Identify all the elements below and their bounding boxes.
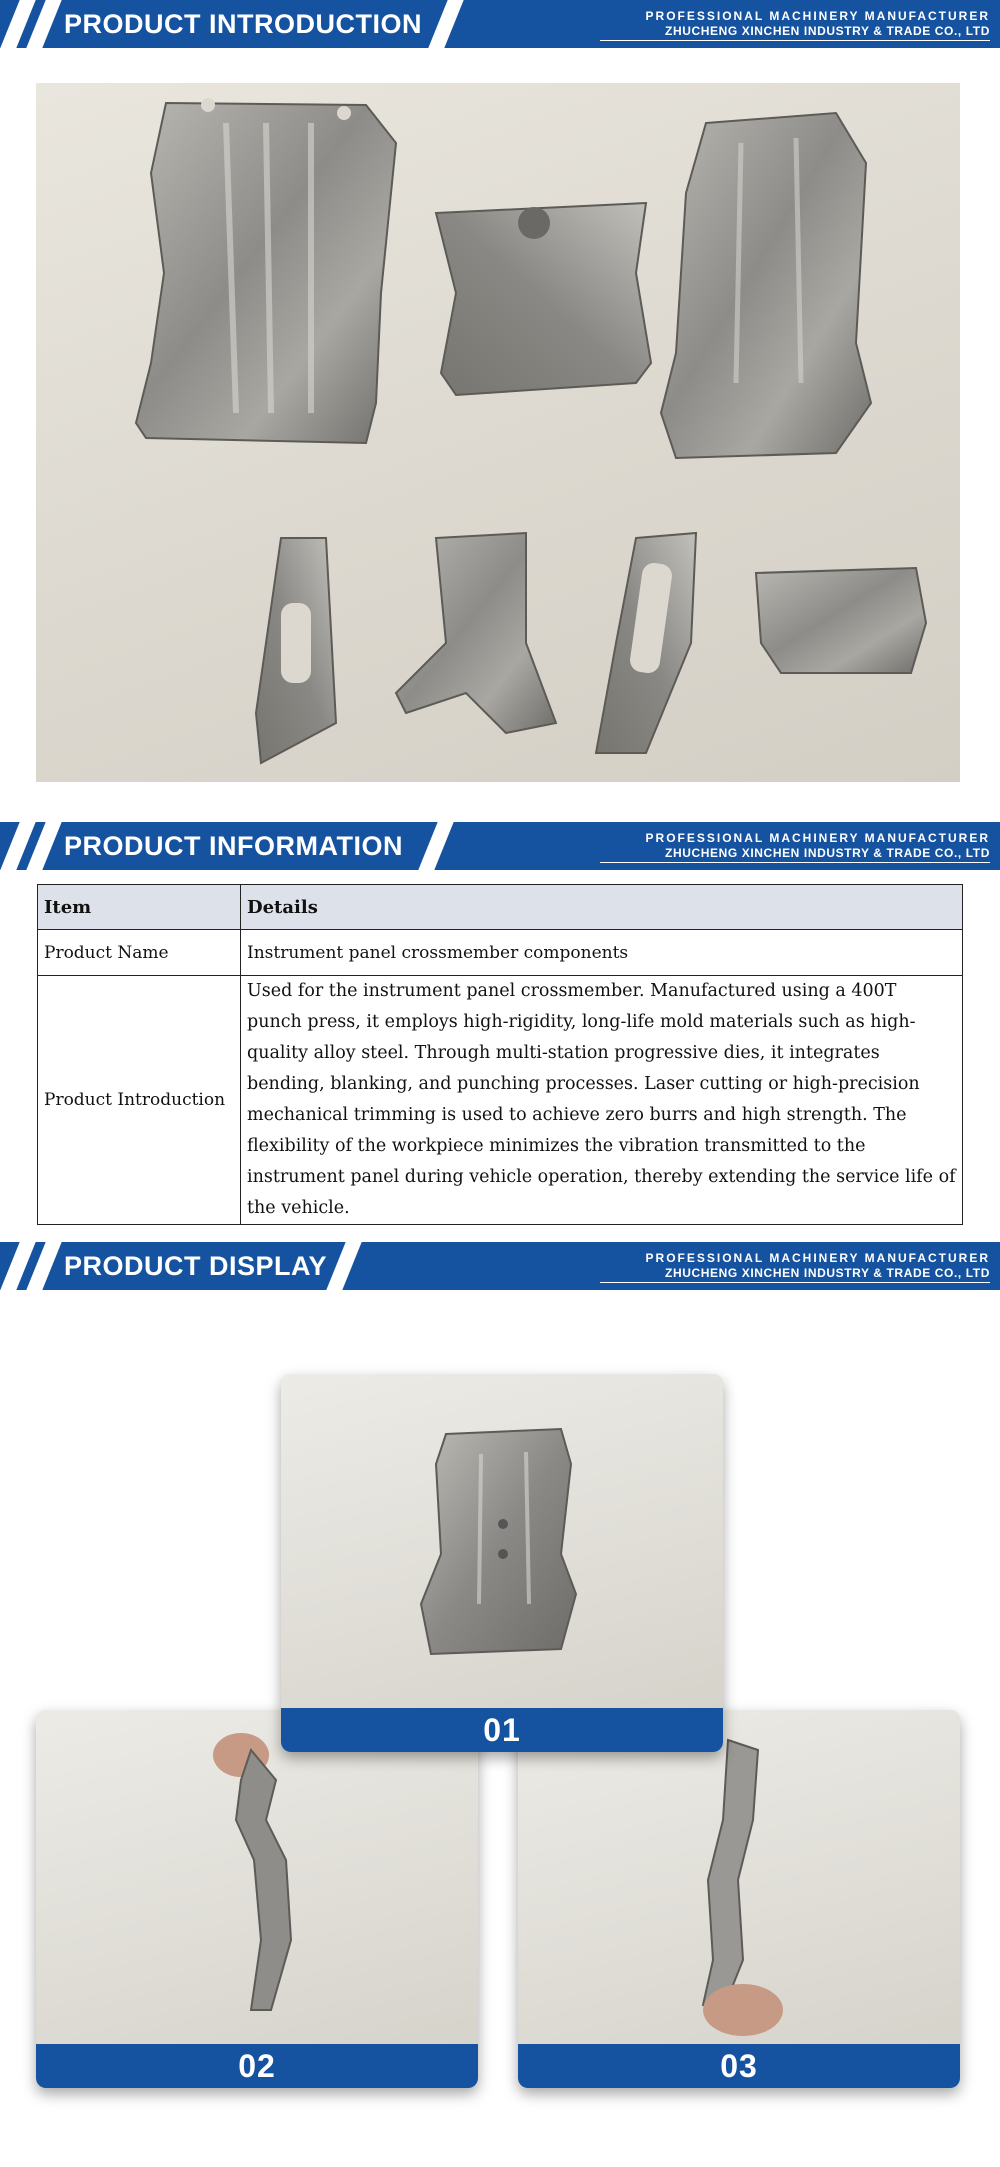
banner-rule	[600, 40, 990, 41]
card-label: 03	[518, 2044, 960, 2088]
company-name: ZHUCHENG XINCHEN INDUSTRY & TRADE CO., LTD	[665, 24, 990, 38]
header-details: Details	[241, 885, 963, 930]
product-photo	[281, 1374, 723, 1708]
row-item-product-introduction: Product Introduction	[38, 976, 241, 1225]
display-card-02	[36, 1710, 478, 2088]
company-name: ZHUCHENG XINCHEN INDUSTRY & TRADE CO., LTD	[665, 1266, 990, 1280]
section-title: PRODUCT INFORMATION	[64, 831, 403, 861]
table-row	[38, 976, 963, 1225]
section-title: PRODUCT INTRODUCTION	[64, 9, 422, 39]
section-banner-introduction	[0, 0, 1000, 48]
card-label: 01	[281, 1708, 723, 1752]
table-row	[38, 930, 963, 976]
row-item-product-name: Product Name	[38, 930, 241, 976]
bracket-side-view	[518, 1710, 960, 2044]
company-tagline: PROFESSIONAL MACHINERY MANUFACTURER	[645, 9, 990, 23]
section-banner-information	[0, 822, 1000, 870]
section-title: PRODUCT DISPLAY	[64, 1251, 328, 1281]
product-photo	[518, 1710, 960, 2044]
row-details-product-introduction: Used for the instrument panel crossmember. Manufactured using a 400T punch press, it employs high-rigidity, long-life mold materials such as high-quality alloy steel. Through multi-station progressive dies, it integrates bending, blanking, and punching processes. Laser cutting or high-precision mechanical trimming is used to achieve zero burrs and high strength. The flexibility of the workpiece minimizes the vibration transmitted to the instrument panel during vehicle operation, thereby extending the service life of the vehicle.	[241, 976, 963, 1225]
section-banner-display	[0, 1242, 1000, 1290]
product-group-photo	[36, 83, 960, 782]
company-name: ZHUCHENG XINCHEN INDUSTRY & TRADE CO., LTD	[665, 846, 990, 860]
header-item: Item	[38, 885, 241, 930]
row-details-product-name: Instrument panel crossmember components	[241, 930, 963, 976]
company-tagline: PROFESSIONAL MACHINERY MANUFACTURER	[645, 831, 990, 845]
display-card-03	[518, 1710, 960, 2088]
card-label: 02	[36, 2044, 478, 2088]
bracket-side-view	[36, 1710, 478, 2044]
banner-rule	[600, 1282, 990, 1283]
table-header-row	[38, 885, 963, 930]
product-info-table	[37, 884, 963, 1225]
stamped-parts-illustration	[36, 83, 960, 782]
product-photo	[36, 1710, 478, 2044]
display-card-01	[281, 1374, 723, 1752]
bracket-front-view	[281, 1374, 723, 1708]
company-tagline: PROFESSIONAL MACHINERY MANUFACTURER	[645, 1251, 990, 1265]
banner-rule	[600, 862, 990, 863]
